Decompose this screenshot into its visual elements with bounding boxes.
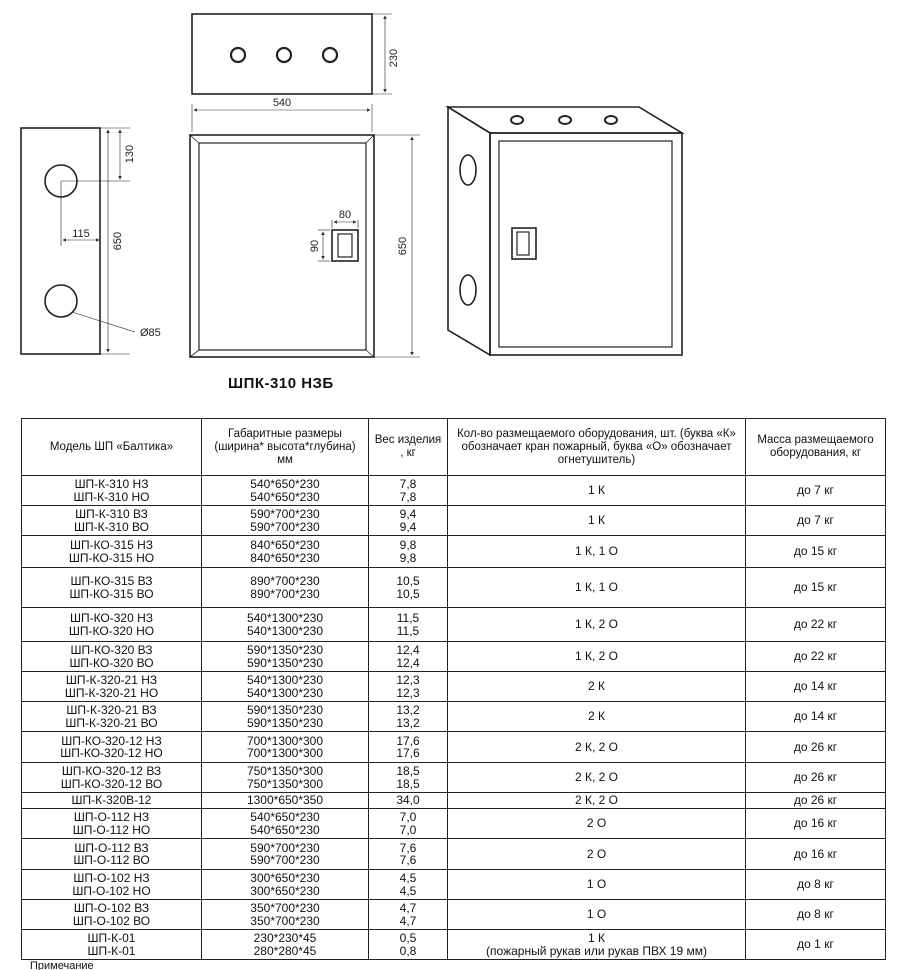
- equipment-mass-cell: до 8 кг: [746, 870, 886, 900]
- model-cell: [22, 568, 202, 608]
- table-body: [22, 476, 886, 960]
- model-cell: [22, 702, 202, 732]
- model-cell-line: ШП-О-102 ВО: [72, 913, 151, 928]
- model-cell-line: ШП-КО-320-12 ВЗ: [61, 764, 162, 778]
- top-view: [192, 14, 392, 94]
- equipment-cell: [448, 809, 746, 839]
- weight-cell-line: 18,5: [396, 776, 420, 791]
- equipment-cell: [448, 476, 746, 506]
- dimensions-cell-line: 750*1350*300: [246, 764, 324, 778]
- dimensions-cell-line: 540*650*230: [250, 477, 320, 491]
- weight-cell-line: 17,6: [396, 746, 420, 760]
- header-equipment-mass: Масса размещаемого оборудования, кг: [746, 419, 886, 476]
- model-cell-line: ШП-КО-320 НЗ: [69, 611, 154, 625]
- dimensions-cell-line: 540*650*230: [250, 489, 320, 504]
- weight-cell-line: 9,8: [399, 550, 417, 565]
- equipment-cell-line: 2 К, 2 О: [574, 770, 618, 785]
- equipment-mass-cell: до 14 кг: [746, 702, 886, 732]
- dimensions-cell: [202, 839, 369, 870]
- model-cell-line: ШП-КО-320 НО: [68, 623, 155, 638]
- weight-cell-line: 7,0: [399, 822, 417, 837]
- equipment-cell-line: 2 К: [588, 709, 605, 724]
- model-cell-line: ШП-К-01: [87, 943, 136, 958]
- equipment-mass-cell: до 22 кг: [746, 608, 886, 642]
- equipment-cell-line: 2 О: [586, 816, 607, 831]
- equipment-cell: [448, 870, 746, 900]
- footnote: Примечание: [30, 960, 94, 970]
- equipment-cell-line: 1 К, 1 О: [574, 544, 618, 559]
- model-cell-line: ШП-К-320-21 НО: [64, 685, 159, 700]
- weight-cell-line: 12,3: [396, 685, 420, 700]
- equipment-cell: [448, 930, 746, 960]
- dimensions-cell-line: 700*1300*300: [246, 733, 324, 748]
- model-cell: [22, 930, 202, 960]
- weight-cell-line: 10,5: [396, 586, 420, 601]
- dimensions-cell: [202, 930, 369, 960]
- weight-cell-line: 7,6: [399, 853, 417, 867]
- weight-cell: [369, 900, 448, 930]
- model-cell: [22, 732, 202, 763]
- header-model: Модель ШП «Балтика»: [22, 419, 202, 476]
- header-dimensions: Габаритные размеры (ширина* высота*глубина) мм: [202, 419, 369, 476]
- model-cell-line: ШП-К-320-21 НЗ: [65, 673, 158, 687]
- weight-cell: [369, 536, 448, 568]
- table-row: [22, 608, 886, 642]
- model-cell: [22, 672, 202, 702]
- dimensions-cell-line: 590*1350*230: [246, 655, 324, 670]
- table-row: [22, 930, 886, 960]
- model-cell-line: ШП-О-112 НО: [72, 822, 151, 837]
- weight-cell-line: 11,5: [396, 611, 420, 625]
- model-cell-line: ШП-КО-315 НЗ: [69, 538, 154, 552]
- model-cell: [22, 763, 202, 793]
- equipment-cell: [448, 732, 746, 763]
- equipment-mass-cell: до 7 кг: [746, 476, 886, 506]
- dim-top-width: 540: [272, 97, 292, 109]
- dimensions-cell: [202, 642, 369, 672]
- model-cell-line: ШП-КО-320 ВЗ: [70, 643, 153, 657]
- weight-cell: [369, 642, 448, 672]
- model-cell-line: ШП-О-112 НЗ: [73, 810, 150, 824]
- dimensions-cell: [202, 702, 369, 732]
- dimensions-cell-line: 540*1300*230: [246, 611, 324, 625]
- equipment-cell-line: 2 К, 2 О: [574, 739, 618, 754]
- weight-cell-line: 9,4: [399, 507, 417, 521]
- model-cell-line: ШП-К-310 ВО: [74, 519, 149, 534]
- weight-cell-line: 4,7: [399, 901, 417, 915]
- model-cell-line: ШП-КО-320-12 НО: [60, 746, 163, 760]
- dimensions-cell-line: 700*1300*300: [246, 746, 324, 760]
- equipment-mass-cell: до 15 кг: [746, 536, 886, 568]
- dimensions-cell: [202, 793, 369, 809]
- model-cell-line: ШП-О-102 НЗ: [73, 871, 150, 885]
- header-equipment: Кол-во размещаемого оборудования, шт. (буква «К» обозначает кран пожарный, буква «О» обозначает огнетушитель): [448, 419, 746, 476]
- dimensions-cell-line: 890*700*230: [250, 586, 320, 601]
- table-row: [22, 900, 886, 930]
- model-cell: [22, 793, 202, 809]
- front-view: [190, 135, 420, 357]
- dimensions-cell-line: 1300*650*350: [246, 793, 324, 808]
- dimensions-cell-line: 300*650*230: [250, 883, 320, 898]
- equipment-mass-cell: до 16 кг: [746, 809, 886, 839]
- dimensions-cell-line: 590*700*230: [250, 519, 320, 534]
- equipment-cell: [448, 702, 746, 732]
- equipment-cell-line: (пожарный рукав или рукав ПВХ 19 мм): [486, 943, 707, 958]
- weight-cell: [369, 608, 448, 642]
- weight-cell-line: 9,4: [399, 519, 417, 534]
- equipment-cell-line: 1 К, 2 О: [574, 649, 618, 664]
- model-cell: [22, 809, 202, 839]
- equipment-cell-line: 2 К: [588, 679, 605, 694]
- table-row: [22, 839, 886, 870]
- dim-side-hole-offset: 115: [72, 228, 90, 240]
- model-cell-line: ШП-КО-320-12 ВО: [60, 776, 163, 791]
- table-row: [22, 809, 886, 839]
- header-weight: Вес изделия , кг: [369, 419, 448, 476]
- weight-cell: [369, 568, 448, 608]
- isometric-view: [448, 107, 682, 355]
- table-row: [22, 793, 886, 809]
- equipment-cell-line: 1 О: [586, 907, 607, 922]
- dimensions-cell-line: 350*700*230: [250, 913, 320, 928]
- weight-cell-line: 10,5: [396, 574, 420, 588]
- dim-side-top-offset: 130: [124, 144, 136, 164]
- equipment-mass-cell: до 15 кг: [746, 568, 886, 608]
- equipment-cell-line: 2 К, 2 О: [574, 793, 618, 808]
- dim-hole-diameter: Ø85: [140, 327, 161, 339]
- equipment-cell: [448, 793, 746, 809]
- equipment-cell: [448, 536, 746, 568]
- dimensions-cell: [202, 568, 369, 608]
- weight-cell: [369, 809, 448, 839]
- equipment-cell-line: 1 К: [588, 931, 605, 945]
- dimensions-cell-line: 590*1350*230: [246, 715, 324, 730]
- dimensions-cell-line: 890*700*230: [250, 574, 320, 588]
- dim-side-height: 650: [112, 231, 124, 251]
- model-cell-line: ШП-К-310 НЗ: [74, 477, 149, 491]
- spec-table: [21, 418, 886, 960]
- weight-cell-line: 0,8: [399, 943, 417, 958]
- weight-cell-line: 7,8: [399, 477, 417, 491]
- weight-cell-line: 11,5: [396, 623, 420, 638]
- dimensions-cell-line: 590*1350*230: [246, 703, 324, 717]
- weight-cell-line: 18,5: [396, 764, 420, 778]
- equipment-mass-cell: до 22 кг: [746, 642, 886, 672]
- weight-cell: [369, 839, 448, 870]
- table-header-row: [22, 419, 886, 476]
- weight-cell: [369, 930, 448, 960]
- weight-cell-line: 4,5: [399, 883, 417, 898]
- weight-cell-line: 13,2: [396, 715, 420, 730]
- dimensions-cell-line: 590*700*230: [250, 507, 320, 521]
- dimensions-cell: [202, 763, 369, 793]
- table-row: [22, 702, 886, 732]
- weight-cell-line: 4,7: [399, 913, 417, 928]
- equipment-cell-line: 1 К: [588, 513, 605, 528]
- weight-cell-line: 4,5: [399, 871, 417, 885]
- weight-cell: [369, 732, 448, 763]
- model-cell: [22, 870, 202, 900]
- dimensions-cell-line: 750*1350*300: [246, 776, 324, 791]
- table-row: [22, 732, 886, 763]
- dimensions-cell-line: 590*700*230: [250, 853, 320, 867]
- dimensions-cell-line: 840*650*230: [250, 538, 320, 552]
- model-cell-line: ШП-О-102 ВЗ: [73, 901, 150, 915]
- model-cell-line: ШП-КО-315 ВЗ: [70, 574, 153, 588]
- weight-cell-line: 12,4: [396, 655, 420, 670]
- model-cell-line: ШП-К-01: [87, 931, 136, 945]
- drawing-caption: ШПК-310 НЗБ: [228, 375, 334, 392]
- model-cell: [22, 476, 202, 506]
- technical-drawing: [0, 0, 905, 395]
- equipment-mass-cell: до 1 кг: [746, 930, 886, 960]
- table-row: [22, 506, 886, 536]
- weight-cell-line: 17,6: [396, 733, 420, 748]
- model-cell-line: ШП-К-320-21 ВЗ: [66, 703, 157, 717]
- weight-cell-line: 13,2: [396, 703, 420, 717]
- dimensions-cell-line: 350*700*230: [250, 901, 320, 915]
- dim-top-depth: 230: [388, 48, 400, 68]
- table-row: [22, 763, 886, 793]
- weight-cell-line: 12,4: [396, 643, 420, 657]
- dimensions-cell: [202, 536, 369, 568]
- dimensions-cell-line: 840*650*230: [250, 550, 320, 565]
- table-row: [22, 870, 886, 900]
- equipment-cell-line: 1 К, 2 О: [574, 617, 618, 632]
- equipment-mass-cell: до 26 кг: [746, 732, 886, 763]
- weight-cell: [369, 793, 448, 809]
- equipment-mass-cell: до 16 кг: [746, 839, 886, 870]
- model-cell-line: ШП-К-320В-12: [71, 793, 152, 808]
- dimensions-cell-line: 300*650*230: [250, 871, 320, 885]
- weight-cell-line: 7,6: [399, 840, 417, 855]
- dimensions-cell: [202, 900, 369, 930]
- weight-cell-line: 34,0: [396, 793, 420, 808]
- dimensions-cell-line: 280*280*45: [253, 943, 317, 958]
- model-cell: [22, 506, 202, 536]
- equipment-cell: [448, 900, 746, 930]
- table-row: [22, 476, 886, 506]
- dimensions-cell: [202, 809, 369, 839]
- weight-cell-line: 12,3: [396, 673, 420, 687]
- dimensions-cell: [202, 476, 369, 506]
- weight-cell: [369, 672, 448, 702]
- equipment-cell: [448, 672, 746, 702]
- equipment-mass-cell: до 14 кг: [746, 672, 886, 702]
- dimensions-cell: [202, 870, 369, 900]
- dimensions-cell: [202, 506, 369, 536]
- equipment-cell: [448, 642, 746, 672]
- weight-cell-line: 0,5: [399, 931, 417, 945]
- weight-cell-line: 7,0: [399, 810, 417, 824]
- model-cell-line: ШП-КО-315 НО: [68, 550, 155, 565]
- dimensions-cell-line: 540*650*230: [250, 810, 320, 824]
- equipment-cell: [448, 506, 746, 536]
- model-cell: [22, 536, 202, 568]
- equipment-mass-cell: до 8 кг: [746, 900, 886, 930]
- model-cell-line: ШП-К-310 ВЗ: [75, 507, 148, 521]
- weight-cell-line: 7,8: [399, 489, 417, 504]
- model-cell: [22, 839, 202, 870]
- model-cell: [22, 900, 202, 930]
- equipment-cell-line: 1 О: [586, 877, 607, 892]
- dimensions-cell: [202, 732, 369, 763]
- weight-cell: [369, 870, 448, 900]
- model-cell-line: ШП-О-102 НО: [72, 883, 151, 898]
- weight-cell: [369, 506, 448, 536]
- equipment-cell: [448, 839, 746, 870]
- weight-cell: [369, 702, 448, 732]
- dim-lock-height: 90: [309, 239, 321, 253]
- table-row: [22, 642, 886, 672]
- dimensions-cell-line: 540*1300*230: [246, 685, 324, 700]
- equipment-mass-cell: до 7 кг: [746, 506, 886, 536]
- table-row: [22, 536, 886, 568]
- equipment-mass-cell: до 26 кг: [746, 763, 886, 793]
- model-cell-line: ШП-К-320-21 ВО: [65, 715, 158, 730]
- equipment-cell-line: 2 О: [586, 846, 607, 861]
- equipment-mass-cell: до 26 кг: [746, 793, 886, 809]
- dimensions-cell-line: 230*230*45: [253, 931, 317, 945]
- dimensions-cell: [202, 672, 369, 702]
- model-cell-line: ШП-О-112 ВЗ: [74, 840, 149, 855]
- model-cell-line: ШП-К-310 НО: [73, 489, 150, 504]
- equipment-cell: [448, 568, 746, 608]
- equipment-cell-line: 1 К, 1 О: [574, 580, 618, 595]
- table-row: [22, 672, 886, 702]
- weight-cell-line: 9,8: [399, 538, 417, 552]
- dimensions-cell-line: 590*1350*230: [246, 643, 324, 657]
- equipment-cell-line: 1 К: [588, 483, 605, 498]
- model-cell: [22, 642, 202, 672]
- model-cell-line: ШП-О-112 ВО: [73, 853, 150, 867]
- model-cell-line: ШП-КО-320-12 НЗ: [61, 733, 162, 748]
- dimensions-cell-line: 590*700*230: [250, 840, 320, 855]
- model-cell-line: ШП-КО-315 ВО: [69, 586, 154, 601]
- dimensions-cell: [202, 608, 369, 642]
- equipment-cell: [448, 763, 746, 793]
- dimensions-cell-line: 540*1300*230: [246, 623, 324, 638]
- weight-cell: [369, 476, 448, 506]
- model-cell-line: ШП-КО-320 ВО: [69, 655, 154, 670]
- weight-cell: [369, 763, 448, 793]
- dimensions-cell-line: 540*1300*230: [246, 673, 324, 687]
- dimensions-cell-line: 540*650*230: [250, 822, 320, 837]
- dim-front-height: 650: [397, 236, 409, 256]
- dim-lock-width: 80: [338, 209, 352, 221]
- table-row: [22, 568, 886, 608]
- model-cell: [22, 608, 202, 642]
- equipment-cell: [448, 608, 746, 642]
